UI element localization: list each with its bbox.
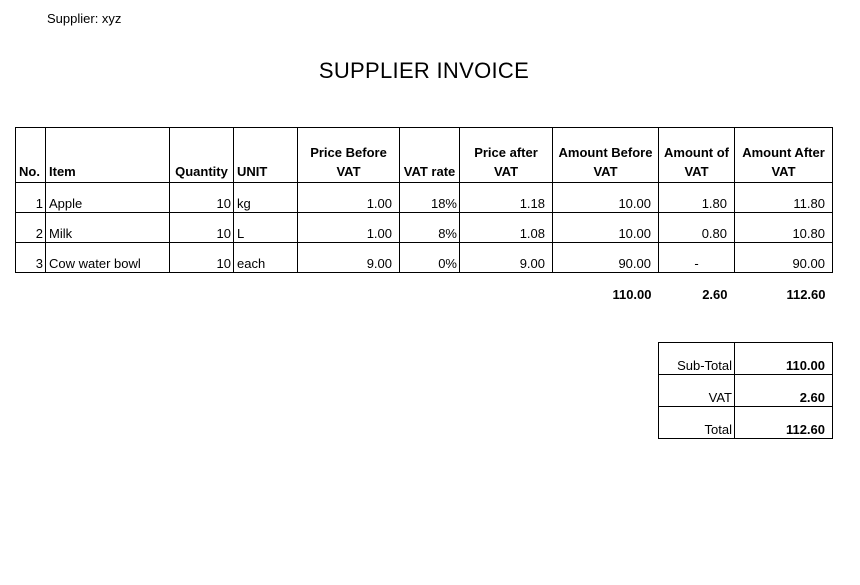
table-row [16,183,833,213]
header-amount-of-line1: Amount of [664,145,729,160]
cell-price-after: 9.00 [460,243,553,273]
cell-vat-rate: 18% [400,183,460,213]
cell-amount-before: 10.00 [553,213,659,243]
cell-no: 2 [16,213,46,243]
cell-quantity: 10 [170,243,234,273]
cell-vat-rate: 8% [400,213,460,243]
header-amount-after-line2: VAT [771,164,796,179]
cell-price-before: 9.00 [298,243,400,273]
header-vat-rate: VAT rate [400,128,460,183]
total-amount-vat: 2.60 [702,286,728,302]
header-amount-of-vat [659,128,735,183]
cell-price-before: 1.00 [298,213,400,243]
header-price-before-line2: VAT [336,164,361,179]
cell-unit: L [234,213,298,243]
vat-value: 2.60 [735,375,833,407]
table-row [16,243,833,273]
cell-price-after: 1.08 [460,213,553,243]
table-row [16,213,833,243]
cell-price-before: 1.00 [298,183,400,213]
subtotal-label: Sub-Total [659,343,735,375]
summary-row-vat [659,375,833,407]
header-amount-after-line1: Amount After [742,145,825,160]
vat-label: VAT [659,375,735,407]
cell-amount-vat: 1.80 [659,183,735,213]
total-value: 112.60 [735,407,833,439]
cell-no: 3 [16,243,46,273]
cell-price-after: 1.18 [460,183,553,213]
invoice-table [15,127,833,303]
cell-amount-after: 90.00 [735,243,833,273]
total-amount-before: 110.00 [612,286,652,302]
header-price-after-line1: Price after [474,145,538,160]
total-amount-after: 112.60 [786,286,826,302]
cell-quantity: 10 [170,213,234,243]
header-unit: UNIT [234,128,298,183]
cell-item: Cow water bowl [46,243,170,273]
header-amount-before-vat [553,128,659,183]
cell-amount-after: 10.80 [735,213,833,243]
header-amount-before-line2: VAT [593,164,618,179]
header-amount-after-vat [735,128,833,183]
cell-no: 1 [16,183,46,213]
cell-unit: kg [234,183,298,213]
header-item: Item [46,128,170,183]
cell-unit: each [234,243,298,273]
cell-item: Apple [46,183,170,213]
header-amount-before-line1: Amount Before [558,145,653,160]
header-price-after-line2: VAT [493,164,519,179]
header-no: No. [16,128,46,183]
cell-amount-vat: - [659,243,735,273]
cell-amount-before: 10.00 [553,183,659,213]
header-price-after-vat [460,128,553,183]
table-header-row [16,128,833,183]
summary-table [658,342,833,439]
header-amount-of-line2: VAT [684,164,709,179]
cell-vat-rate: 0% [400,243,460,273]
header-price-before-line1: Price Before [310,145,387,160]
cell-amount-vat: 0.80 [659,213,735,243]
cell-amount-before: 90.00 [553,243,659,273]
page-title: SUPPLIER INVOICE [318,58,530,83]
header-price-before-vat [298,128,400,183]
subtotal-value: 110.00 [735,343,833,375]
cell-quantity: 10 [170,183,234,213]
cell-amount-after: 11.80 [735,183,833,213]
summary-row-total [659,407,833,439]
cell-item: Milk [46,213,170,243]
totals-row [16,273,833,303]
total-label: Total [659,407,735,439]
header-quantity: Quantity [170,128,234,183]
supplier-name: Supplier: xyz [47,11,122,26]
summary-row-subtotal [659,343,833,375]
